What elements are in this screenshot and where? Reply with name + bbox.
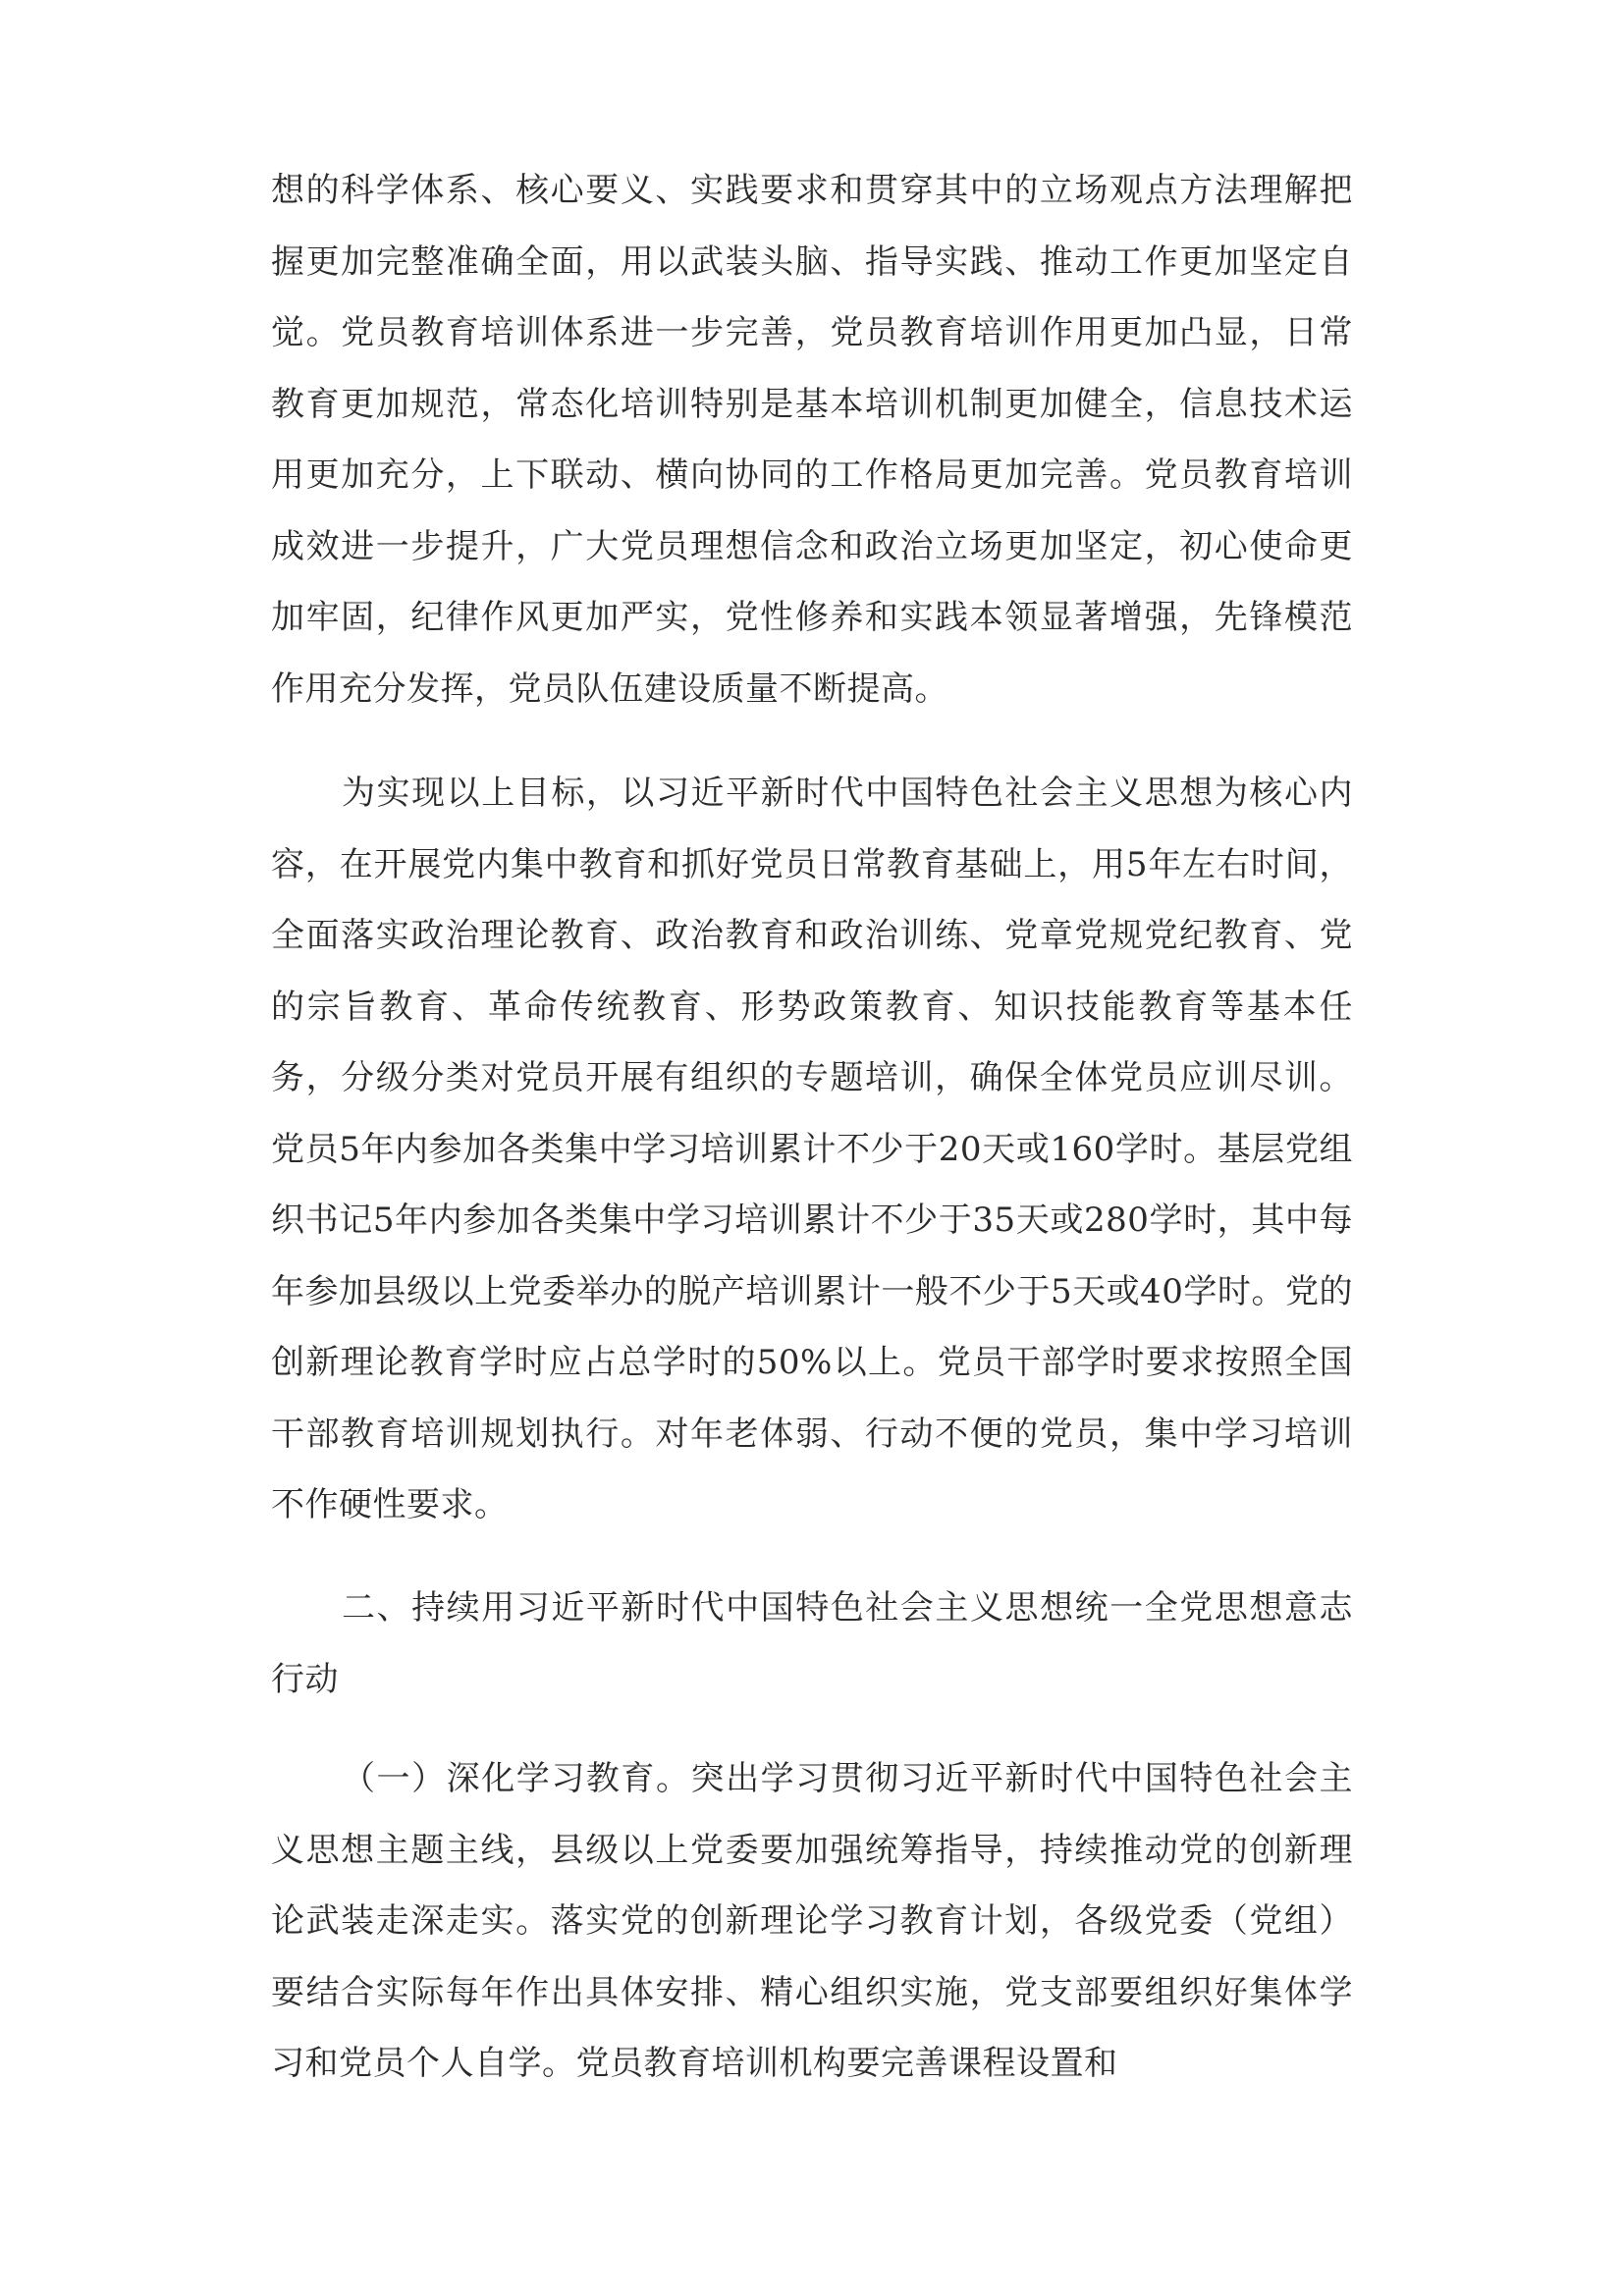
paragraph-goals-continued: 想的科学体系、核心要义、实践要求和贯穿其中的立场观点方法理解把握更加完整准确全面，用以武装头脑、指导实践、推动工作更加坚定自觉。党员教育培训体系进一步完善，党员教育培训作用更加凸显，日常教育更加规范，常态化培训特别是基本培训机制更加健全，信息技术运用更加充分，上下联动、横向协同的工作格局更加完善。党员教育培训成效进一步提升，广大党员理想信念和政治立场更加坚定，初心使命更加牢固，纪律作风更加严实，党性修养和实践本领显著增强，先锋模范作用充分发挥，党员队伍建设质量不断提高。 (271, 171, 1353, 709)
paragraph-deepen-learning: （一）深化学习教育。突出学习贯彻习近平新时代中国特色社会主义思想主题主线，县级以上党委要加强统筹指导，持续推动党的创新理论武装走深走实。落实党的创新理论学习教育计划，各级党委（党组）要结合实际每年作出具体安排、精心组织实施，党支部要组织好集体学习和党员个人自学。党员教育培训机构要完善课程设置和 (271, 1759, 1353, 2083)
paragraph-training-requirements: 为实现以上目标，以习近平新时代中国特色社会主义思想为核心内容，在开展党内集中教育和抓好党员日常教育基础上，用5年左右时间，全面落实政治理论教育、政治教育和政治训练、党章党规党纪教育、党的宗旨教育、革命传统教育、形势政策教育、知识技能教育等基本任务，分级分类对党员开展有组织的专题培训，确保全体党员应训尽训。党员5年内参加各类集中学习培训累计不少于20天或160学时。基层党组织书记5年内参加各类集中学习培训累计不少于35天或280学时，其中每年参加县级以上党委举办的脱产培训累计一般不少于5天或40学时。党的创新理论教育学时应占总学时的50%以上。党员干部学时要求按照全国干部教育培训规划执行。对年老体弱、行动不便的党员，集中学习培训不作硬性要求。 (271, 774, 1353, 1524)
section-heading-2: 二、持续用习近平新时代中国特色社会主义思想统一全党思想意志行动 (271, 1588, 1353, 1699)
